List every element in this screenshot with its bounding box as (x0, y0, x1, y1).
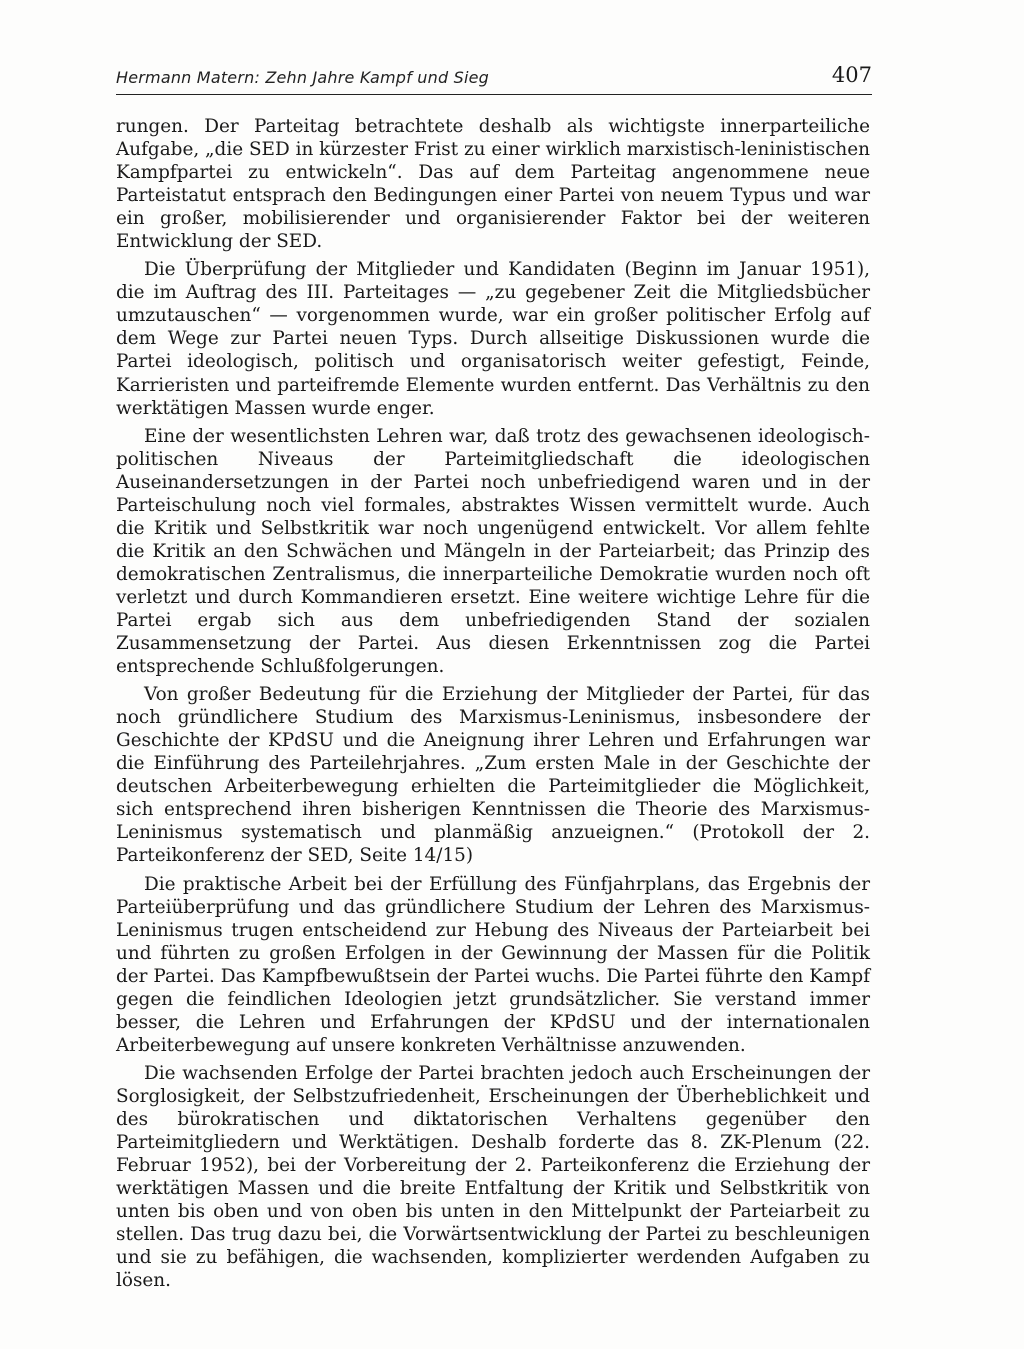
paragraph-member-review: Die Überprüfung der Mitglieder und Kandidaten (Beginn im Januar 1951), die im Auftrag des III. Parteitages — „zu gegebener Zeit die Mitgliedsbücher umzutauschen“ — vorgenommen wurde, war ein großer politischer Erfolg auf dem Wege zur Partei neuen Typs. Durch allseitige Diskussionen wurde die Partei ideologisch, politisch und organisatorisch weiter gefestigt, Feinde, Karrieristen und parteifremde Elemente wurden entfernt. Das Verhältnis zu den werktätigen Massen wurde enger. (116, 259, 870, 419)
paragraph-continuation: rungen. Der Parteitag betrachtete deshalb als wichtigste innerparteiliche Aufgabe, „die SED in kürzester Frist zu einer wirklich marxistisch-leninistischen Kampfpartei zu entwickeln“. Das auf dem Parteitag angenommene neue Parteistatut entsprach den Bedingungen einer Partei von neuem Typus und war ein großer, mobilisierender und organisierender Faktor bei der weiteren Entwicklung der SED. (116, 116, 870, 253)
paragraph-growing-successes: Die wachsenden Erfolge der Partei brachten jedoch auch Erscheinungen der Sorglosigkeit, der Selbstzufriedenheit, Erscheinungen der Überheblichkeit und des bürokratischen und diktatorischen Verhaltens gegenüber den Parteimitgliedern und Werktätigen. Deshalb forderte das 8. ZK-Plenum (22. Februar 1952), bei der Vorbereitung der 2. Parteikonferenz die Erziehung der werktätigen Massen und die breite Entfaltung der Kritik und Selbstkritik von unten bis oben und von oben bis unten in den Mittelpunkt der Parteiarbeit zu stellen. Das trug dazu bei, die Vorwärtsentwicklung der Partei zu beschleunigen und sie zu befähigen, die wachsenden, komplizierter werdenden Aufgaben zu lösen. (116, 1062, 870, 1292)
running-header (116, 62, 872, 95)
running-header-title: Hermann Matern: Zehn Jahre Kampf und Sieg (116, 68, 489, 87)
page-number: 407 (831, 63, 872, 87)
body-text (116, 115, 870, 1297)
paragraph-party-education-year: Von großer Bedeutung für die Erziehung der Mitglieder der Partei, für das noch gründlichere Studium des Marxismus-Leninismus, insbesondere der Geschichte der KPdSU und die Aneignung ihrer Lehren und Erfahrungen war die Einführung des Parteilehrjahres. „Zum ersten Male in der Geschichte der deutschen Arbeiterbewegung erhielten die Parteimitglieder die Möglichkeit, sich entsprechend ihren bisherigen Kenntnissen die Theorie des Marxismus-Leninismus systematisch und planmäßig anzueignen.“ (Protokoll der 2. Parteikonferenz der SED, Seite 14/15) (116, 684, 870, 867)
paragraph-five-year-plan: Die praktische Arbeit bei der Erfüllung des Fünfjahrplans, das Ergebnis der Parteiüberprüfung und das gründlichere Studium der Lehren des Marxismus-Leninismus trugen entscheidend zur Hebung des Niveaus der Parteiarbeit bei und führten zu großen Erfolgen in der Gewinnung der Massen für die Politik der Partei. Das Kampfbewußtsein der Partei wuchs. Die Partei führte den Kampf gegen die feindlichen Ideologien jetzt grundsätzlicher. Sie verstand immer besser, die Lehren und Erfahrungen der KPdSU und der internationalen Arbeiterbewegung auf unsere konkreten Verhältnisse anzuwenden. (116, 873, 870, 1056)
paragraph-lessons: Eine der wesentlichsten Lehren war, daß trotz des gewachsenen ideologisch-politischen Niveaus der Parteimitgliedschaft die ideologischen Auseinandersetzungen in der Partei noch unbefriedigend waren und in der Parteischulung noch viel formales, abstraktes Wissen vermittelt wurde. Auch die Kritik und Selbstkritik war noch ungenügend entwickelt. Vor allem fehlte die Kritik an den Schwächen und Mängeln in der Parteiarbeit; das Prinzip des demokratischen Zentralismus, die innerparteiliche Demokratie wurden noch oft verletzt und durch Kommandieren ersetzt. Eine weitere wichtige Lehre für die Partei ergab sich aus dem unbefriedigenden Stand der sozialen Zusammensetzung der Partei. Aus diesen Erkenntnissen zog die Partei entsprechende Schlußfolgerungen. (116, 425, 870, 678)
